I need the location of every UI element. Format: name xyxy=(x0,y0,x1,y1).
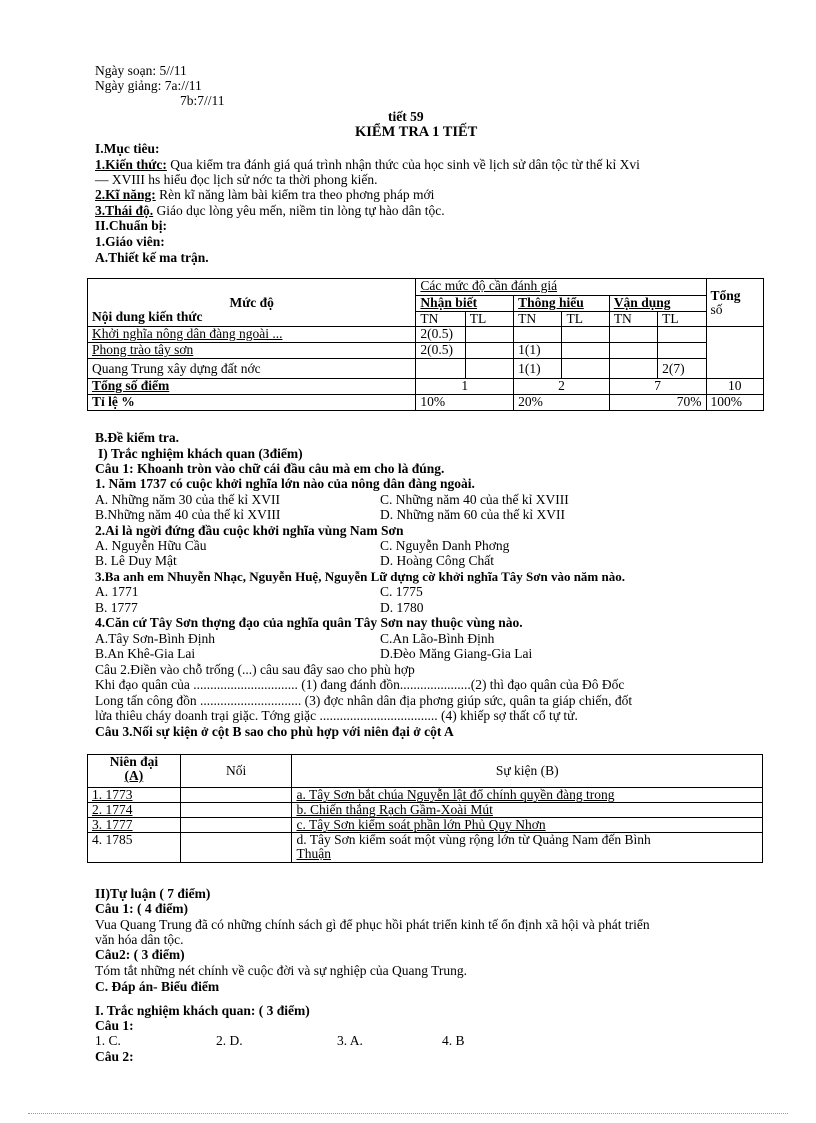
matrix-header-cell xyxy=(88,279,416,327)
level-van-dung: Vận dụng xyxy=(609,296,706,312)
match-year: 2. 1774 xyxy=(88,803,181,818)
essay-cau2-text: Tóm tắt những nét chính về cuộc đời và sự nghiệp của Quang Trung. xyxy=(95,963,467,978)
row-label: Khởi nghĩa nông dân đàng ngoài ... xyxy=(88,327,416,343)
matrix-tong-diem-row xyxy=(88,379,764,395)
page-bottom-divider xyxy=(28,1113,788,1114)
answers-part1: I. Trắc nghiệm khách quan: ( 3 điểm) xyxy=(95,1003,310,1018)
matrix-cell xyxy=(562,359,609,379)
matrix-cell xyxy=(465,343,513,359)
objective-knowledge: 1.Kiến thức: Qua kiểm tra đánh giá quá trình nhận thức của học sinh về lịch sử dân tộc từ thế kỉ Xvi xyxy=(95,157,640,172)
q1-option-b: B.Những năm 40 của thế kỉ XVIII xyxy=(95,507,281,522)
answer-1: 1. C. xyxy=(95,1033,121,1048)
exam-cau1: Câu 1: Khoanh tròn vào chữ cái đầu câu mà em cho là đúng. xyxy=(95,461,445,476)
essay-cau1-text-cont: văn hóa dân tộc. xyxy=(95,932,184,947)
matrix-cell: 2(0.5) xyxy=(416,327,465,343)
match-header-noi: Nối xyxy=(180,755,292,788)
match-year: 3. 1777 xyxy=(88,818,181,833)
subcol: TN xyxy=(514,312,562,327)
tong-diem-label: Tổng số điểm xyxy=(88,379,416,395)
ti-le-nb: 10% xyxy=(416,395,514,411)
matrix-cell xyxy=(609,359,657,379)
matrix-levels-header: Các mức độ cần đánh giá xyxy=(416,279,706,296)
matrix-table xyxy=(87,278,764,411)
matrix-ti-le-row xyxy=(88,395,764,411)
objective-attitude: 3.Thái độ. Giáo dục lòng yêu mến, niềm tin lòng tự hào dân tộc. xyxy=(95,203,445,218)
level-nhan-biet: Nhận biết xyxy=(416,296,514,312)
matrix-cell xyxy=(416,359,465,379)
q2-option-b: B. Lê Duy Mật xyxy=(95,553,177,568)
q4-option-d: D.Đèo Măng Giang-Gia Lai xyxy=(380,646,533,661)
subcol: TN xyxy=(609,312,657,327)
ngay-giang-7b: 7b:7//11 xyxy=(180,93,225,108)
subcol: TL xyxy=(562,312,609,327)
essay-cau1: Câu 1: ( 4 điểm) xyxy=(95,901,188,916)
subcol: TN xyxy=(416,312,465,327)
ti-le-label: Tỉ lệ % xyxy=(88,395,416,411)
q3-option-d: D. 1780 xyxy=(380,600,424,615)
matrix-cell: 2(0.5) xyxy=(416,343,465,359)
subcol: TL xyxy=(465,312,513,327)
q3-option-c: C. 1775 xyxy=(380,584,423,599)
match-event: d. Tây Sơn kiểm soát một vùng rộng lớn từ Quảng Nam đến Bình Thuận xyxy=(292,833,763,863)
matrix-cell xyxy=(562,343,609,359)
essay-heading: II)Tự luận ( 7 điểm) xyxy=(95,886,211,901)
matrix-cell xyxy=(465,359,513,379)
cau2-line-2: Long tấn công đồn .............................. (3) đợc nhân dân địa phơng giúp sức, quân ta giáp chiến, đốt xyxy=(95,693,633,708)
tong-diem-nb: 1 xyxy=(416,379,514,395)
ti-le-total: 100% xyxy=(706,395,764,411)
ngay-soan: Ngày soạn: 5//11 xyxy=(95,63,187,78)
match-noi-cell xyxy=(180,833,292,863)
matrix-cell xyxy=(609,343,657,359)
answer-3: 3. A. xyxy=(337,1033,363,1048)
match-header-event: Sự kiện (B) xyxy=(292,755,763,788)
ngay-giang: Ngày giảng: 7a://11 xyxy=(95,78,202,93)
matrix-row xyxy=(88,343,764,359)
answers-heading: C. Đáp án- Biểu điểm xyxy=(95,979,220,994)
q2-option-c: C. Nguyễn Danh Phơng xyxy=(380,538,510,553)
q3-option-b: B. 1777 xyxy=(95,600,138,615)
ti-le-th: 20% xyxy=(514,395,610,411)
answer-4: 4. B xyxy=(442,1033,465,1048)
row-label: Phong trào tây sơn xyxy=(88,343,416,359)
exam-heading: B.Đề kiểm tra. xyxy=(95,430,179,445)
prep-teacher: 1.Giáo viên: xyxy=(95,234,165,249)
tong-diem-vd: 7 xyxy=(609,379,706,395)
q4-option-a: A.Tây Sơn-Bình Định xyxy=(95,631,216,646)
matrix-cell: 1(1) xyxy=(514,343,562,359)
match-event: b. Chiến thắng Rạch Gầm-Xoài Mút xyxy=(292,803,763,818)
match-year: 4. 1785 xyxy=(88,833,181,863)
q2-option-a: A. Nguyễn Hữu Cầu xyxy=(95,538,207,553)
page-title: KIỂM TRA 1 TIẾT xyxy=(355,124,478,140)
essay-cau1-text: Vua Quang Trung đã có những chính sách gì để phục hồi phát triển kinh tế ổn định xã hội và phát triển xyxy=(95,917,650,932)
level-thong-hieu: Thông hiểu xyxy=(514,296,610,312)
objective-skill: 2.Kĩ năng: Rèn kĩ năng làm bài kiểm tra theo phơng pháp mới xyxy=(95,187,435,202)
q1-option-d: D. Những năm 60 của thế kỉ XVII xyxy=(380,507,566,522)
noi-dung-label: Nội dung kiến thức xyxy=(92,309,203,324)
tong-so-header: Tổng số xyxy=(706,279,764,327)
question-1: 1. Năm 1737 có cuộc khởi nghĩa lớn nào của nông dân đàng ngoài. xyxy=(95,476,475,491)
q1-option-a: A. Những năm 30 của thế kỉ XVII xyxy=(95,492,281,507)
matrix-cell xyxy=(658,343,706,359)
answers-cau1: Câu 1: xyxy=(95,1018,134,1033)
cau2-line-3: lửa thiêu cháy doanh trại giặc. Tớng giặc ................................... (4) khiếp sợ thất cổ tự tử. xyxy=(95,708,578,723)
matrix-cell xyxy=(658,327,706,343)
match-event: c. Tây Sơn kiểm soát phần lớn Phủ Quy Nhơn xyxy=(292,818,763,833)
answers-cau2: Câu 2: xyxy=(95,1049,134,1064)
matrix-cell: 2(7) xyxy=(658,359,706,379)
match-row xyxy=(88,818,763,833)
match-row xyxy=(88,803,763,818)
match-event: a. Tây Sơn bắt chúa Nguyễn lật đổ chính quyền đàng trong xyxy=(292,788,763,803)
tong-diem-total: 10 xyxy=(706,379,764,395)
match-header-row xyxy=(88,755,763,788)
matrix-cell: 1(1) xyxy=(514,359,562,379)
tiet-number: tiết 59 xyxy=(388,109,424,124)
matrix-row xyxy=(88,359,764,379)
q2-option-d: D. Hoàng Công Chất xyxy=(380,553,494,568)
q4-option-b: B.An Khê-Gia Lai xyxy=(95,646,196,661)
match-noi-cell xyxy=(180,788,292,803)
muc-do-label: Mức độ xyxy=(229,295,274,310)
question-3: 3.Ba anh em Nhuyễn Nhạc, Nguyễn Huệ, Nguyễn Lữ dựng cờ khởi nghĩa Tây Sơn vào năm nào. xyxy=(95,569,625,584)
matrix-cell xyxy=(609,327,657,343)
answer-2: 2. D. xyxy=(216,1033,243,1048)
match-noi-cell xyxy=(180,818,292,833)
match-year: 1. 1773 xyxy=(88,788,181,803)
match-noi-cell xyxy=(180,803,292,818)
ti-le-vd: 70% xyxy=(609,395,706,411)
q4-option-c: C.An Lão-Bình Định xyxy=(380,631,495,646)
matrix-heading: A.Thiết kế ma trận. xyxy=(95,250,209,265)
question-2: 2.Ai là ngời đứng đầu cuộc khởi nghĩa vùng Nam Sơn xyxy=(95,523,404,538)
essay-cau2: Câu2: ( 3 điểm) xyxy=(95,947,185,962)
tong-diem-th: 2 xyxy=(514,379,610,395)
prep-heading: II.Chuẩn bị: xyxy=(95,218,168,233)
matrix-cell xyxy=(514,327,562,343)
exam-cau3: Câu 3.Nối sự kiện ở cột B sao cho phù hợp với niên đại ở cột A xyxy=(95,724,454,739)
subcol: TL xyxy=(658,312,706,327)
match-header-year: Niên đại (A) xyxy=(88,755,181,788)
matrix-total-cell xyxy=(706,327,764,379)
exam-part1: I) Trắc nghiệm khách quan (3điểm) xyxy=(98,446,303,461)
question-4: 4.Căn cứ Tây Sơn thợng đạo của nghĩa quân Tây Sơn nay thuộc vùng nào. xyxy=(95,615,523,630)
matrix-cell xyxy=(562,327,609,343)
match-table xyxy=(87,754,763,863)
matrix-row xyxy=(88,327,764,343)
row-label: Quang Trung xây dựng đất nớc xyxy=(88,359,416,379)
q3-option-a: A. 1771 xyxy=(95,584,139,599)
match-row xyxy=(88,833,763,863)
q1-option-c: C. Những năm 40 của thế kỉ XVIII xyxy=(380,492,569,507)
objective-knowledge-cont: — XVIII hs hiểu đọc lịch sử nớc ta thời phong kiến. xyxy=(95,172,378,187)
objectives-heading: I.Mục tiêu: xyxy=(95,141,160,156)
cau2-line-1: Khi đạo quân của ............................... (1) đang đánh đồn.....................(2) thì đạo quân của Đô Đốc xyxy=(95,677,625,692)
matrix-cell xyxy=(465,327,513,343)
match-row xyxy=(88,788,763,803)
exam-cau2: Câu 2.Điền vào chỗ trống (...) câu sau đây sao cho phù hợp xyxy=(95,662,415,677)
